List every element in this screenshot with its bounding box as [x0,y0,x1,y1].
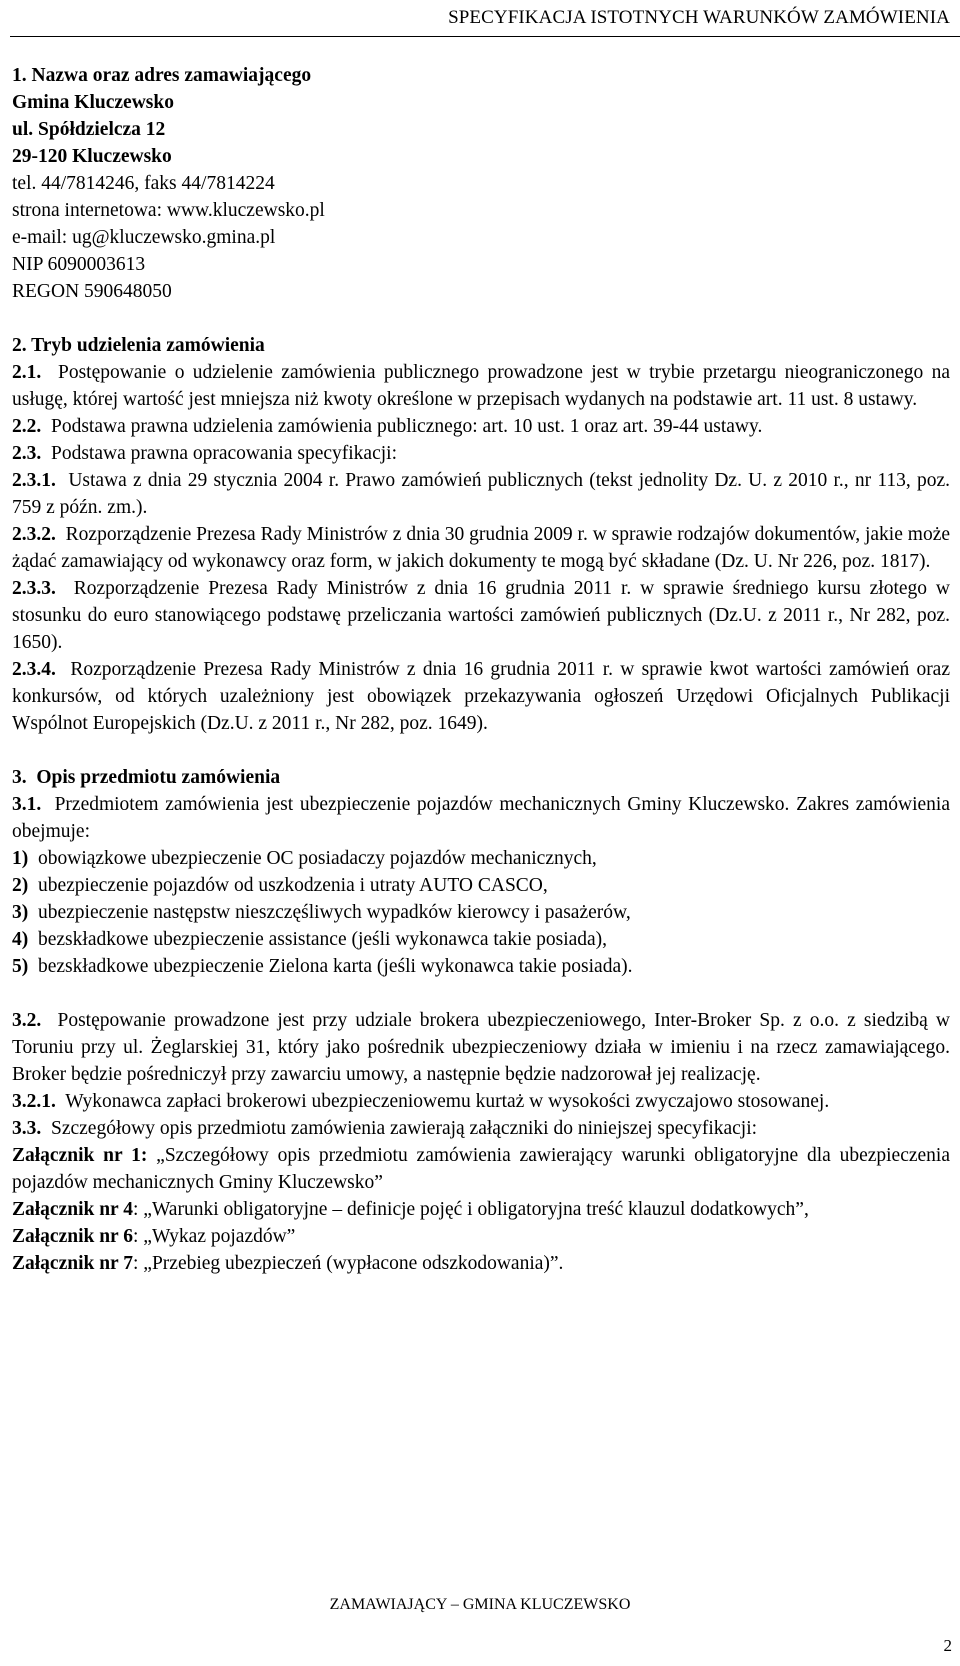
section-3-heading [12,764,950,791]
spacer [12,305,950,332]
attachment-4 [12,1196,950,1223]
paragraph-number: 3.2.1. [12,1091,56,1112]
section-2-heading: 2. Tryb udzielenia zamówienia [12,335,265,356]
list-item-text: bezskładkowe ubezpieczenie Zielona karta (jeśli wykonawca takie posiada). [38,956,633,977]
party-regon: REGON 590648050 [12,281,172,302]
heading-text: Opis przedmiotu zamówienia [36,767,281,788]
attachment-label: Załącznik nr 4 [12,1199,133,1220]
paragraph-text: Ustawa z dnia 29 stycznia 2004 r. Prawo zamówień publicznych (tekst jednolity Dz. U. z 2010 r., nr 113, poz. 759 z późn. zm.). [12,470,950,518]
scope-list [12,845,950,980]
paragraph-number: 3.2. [12,1010,42,1031]
running-footer: ZAMAWIAJĄCY – GMINA KLUCZEWSKO [329,1596,631,1613]
section-subject [12,764,950,1277]
list-item [12,926,950,953]
section-ordering-party [12,62,950,305]
party-phone: tel. 44/7814246, faks 44/7814224 [12,173,275,194]
list-item-text: obowiązkowe ubezpieczenie OC posiadaczy pojazdów mechanicznych, [38,848,597,869]
attachment-text: : „Przebieg ubezpieczeń (wypłacone odszkodowania)”. [133,1253,564,1274]
paragraph-text: Wykonawca zapłaci brokerowi ubezpieczeniowemu kurtaż w wysokości zwyczajowo stosowanej. [65,1091,830,1112]
paragraph-2-1 [12,359,950,413]
section-procedure [12,332,950,737]
list-item [12,872,950,899]
attachment-text: „Szczegółowy opis przedmiotu zamówienia zawierający warunki obligatoryjne dla ubezpieczenia pojazdów mechanicznych Gminy Kluczewsko” [12,1145,950,1193]
paragraph-number: 3.3. [12,1118,42,1139]
list-item-number: 2) [12,875,29,896]
paragraph-2-3 [12,440,950,467]
list-item-text: ubezpieczenie pojazdów od uszkodzenia i utraty AUTO CASCO, [38,875,548,896]
paragraph-text: Szczegółowy opis przedmiotu zamówienia zawierają załączniki do niniejszej specyfikacji: [51,1118,758,1139]
paragraph-2-3-4 [12,656,950,737]
paragraph-3-3 [12,1115,950,1142]
paragraph-text: Postępowanie o udzielenie zamówienia publicznego prowadzone jest w trybie przetargu nieograniczonego na usługę, której wartość jest mniejsza niż kwoty określone w przepisach wydanych na podstawie art. 11 ust. 8 ustawy. [12,362,950,410]
party-email: e-mail: ug@kluczewsko.gmina.pl [12,227,276,248]
list-item-text: bezskładkowe ubezpieczenie assistance (jeśli wykonawca takie posiada), [38,929,608,950]
paragraph-2-3-3 [12,575,950,656]
list-item-text: ubezpieczenie następstw nieszczęśliwych wypadków kierowcy i pasażerów, [38,902,631,923]
list-item [12,899,950,926]
paragraph-text: Rozporządzenie Prezesa Rady Ministrów z dnia 16 grudnia 2011 r. w sprawie średniego kursu złotego w stosunku do euro stanowiącego podstawę przeliczania wartości zamówień publicznych (Dz.U. z 2011 r., Nr 282, poz. 1650). [12,578,950,653]
list-item-number: 3) [12,902,29,923]
attachment-6 [12,1223,950,1250]
paragraph-number: 2.3.1. [12,470,56,491]
document-body [12,62,950,1277]
list-item [12,953,950,980]
paragraph-number: 2.3.3. [12,578,56,599]
list-item [12,845,950,872]
paragraph-number: 2.3. [12,443,42,464]
paragraph-3-2-1 [12,1088,950,1115]
attachment-text: : „Wykaz pojazdów” [133,1226,296,1247]
paragraph-number: 2.2. [12,416,42,437]
attachment-1 [12,1142,950,1196]
list-item-number: 4) [12,929,29,950]
paragraph-2-2 [12,413,950,440]
party-street: ul. Spółdzielcza 12 [12,119,166,140]
paragraph-text: Postępowanie prowadzone jest przy udziale brokera ubezpieczeniowego, Inter-Broker Sp. z o.o. z siedzibą w Toruniu przy ul. Żeglarskiej 31, który jako pośrednik ubezpieczeniowy działa w imieniu i na rzecz zamawiającego. Broker będzie pośredniczył przy zawarciu umowy, a następnie będzie nadzorował jej realizację. [12,1010,950,1085]
spacer [12,980,950,1007]
paragraph-number: 2.3.4. [12,659,56,680]
paragraph-text: Rozporządzenie Prezesa Rady Ministrów z dnia 30 grudnia 2009 r. w sprawie rodzajów dokumentów, jakie może żądać zamawiający od wykonawcy oraz form, w jakich dokumenty te mogą być składane (Dz. U. Nr 226, poz. 1817). [12,524,950,572]
heading-number: 3. [12,767,27,788]
paragraph-3-1 [12,791,950,845]
attachment-text: : „Warunki obligatoryjne – definicje pojęć i obligatoryjna treść klauzul dodatkowych”, [133,1199,809,1220]
party-name: Gmina Kluczewsko [12,92,174,113]
header-rule [10,36,960,37]
attachment-label: Załącznik nr 1: [12,1145,148,1166]
section-1-heading: 1. Nazwa oraz adres zamawiającego [12,65,312,86]
list-item-number: 5) [12,956,29,977]
paragraph-number: 2.1. [12,362,42,383]
party-nip: NIP 6090003613 [12,254,146,275]
paragraph-3-2 [12,1007,950,1088]
paragraph-text: Podstawa prawna opracowania specyfikacji: [51,443,397,464]
paragraph-text: Podstawa prawna udzielenia zamówienia publicznego: art. 10 ust. 1 oraz art. 39-44 ustawy. [51,416,763,437]
paragraph-number: 3.1. [12,794,42,815]
attachment-7 [12,1250,950,1277]
page-number: 2 [943,1636,952,1655]
attachment-label: Załącznik nr 6 [12,1226,133,1247]
list-item-number: 1) [12,848,29,869]
party-website: strona internetowa: www.kluczewsko.pl [12,200,325,221]
paragraph-text: Przedmiotem zamówienia jest ubezpieczenie pojazdów mechanicznych Gminy Kluczewsko. Zakres zamówienia obejmuje: [12,794,950,842]
paragraph-2-3-1 [12,467,950,521]
spacer [12,737,950,764]
running-header: SPECYFIKACJA ISTOTNYCH WARUNKÓW ZAMÓWIENIA [448,7,950,28]
paragraph-text: Rozporządzenie Prezesa Rady Ministrów z dnia 16 grudnia 2011 r. w sprawie kwot wartości zamówień oraz konkursów, od których uzależniony jest obowiązek przekazywania ogłoszeń Urzędowi Oficjalnych Publikacji Wspólnot Europejskich (Dz.U. z 2011 r., Nr 282, poz. 1649). [12,659,950,734]
paragraph-2-3-2 [12,521,950,575]
paragraph-number: 2.3.2. [12,524,56,545]
party-postal: 29-120 Kluczewsko [12,146,172,167]
attachment-label: Załącznik nr 7 [12,1253,133,1274]
